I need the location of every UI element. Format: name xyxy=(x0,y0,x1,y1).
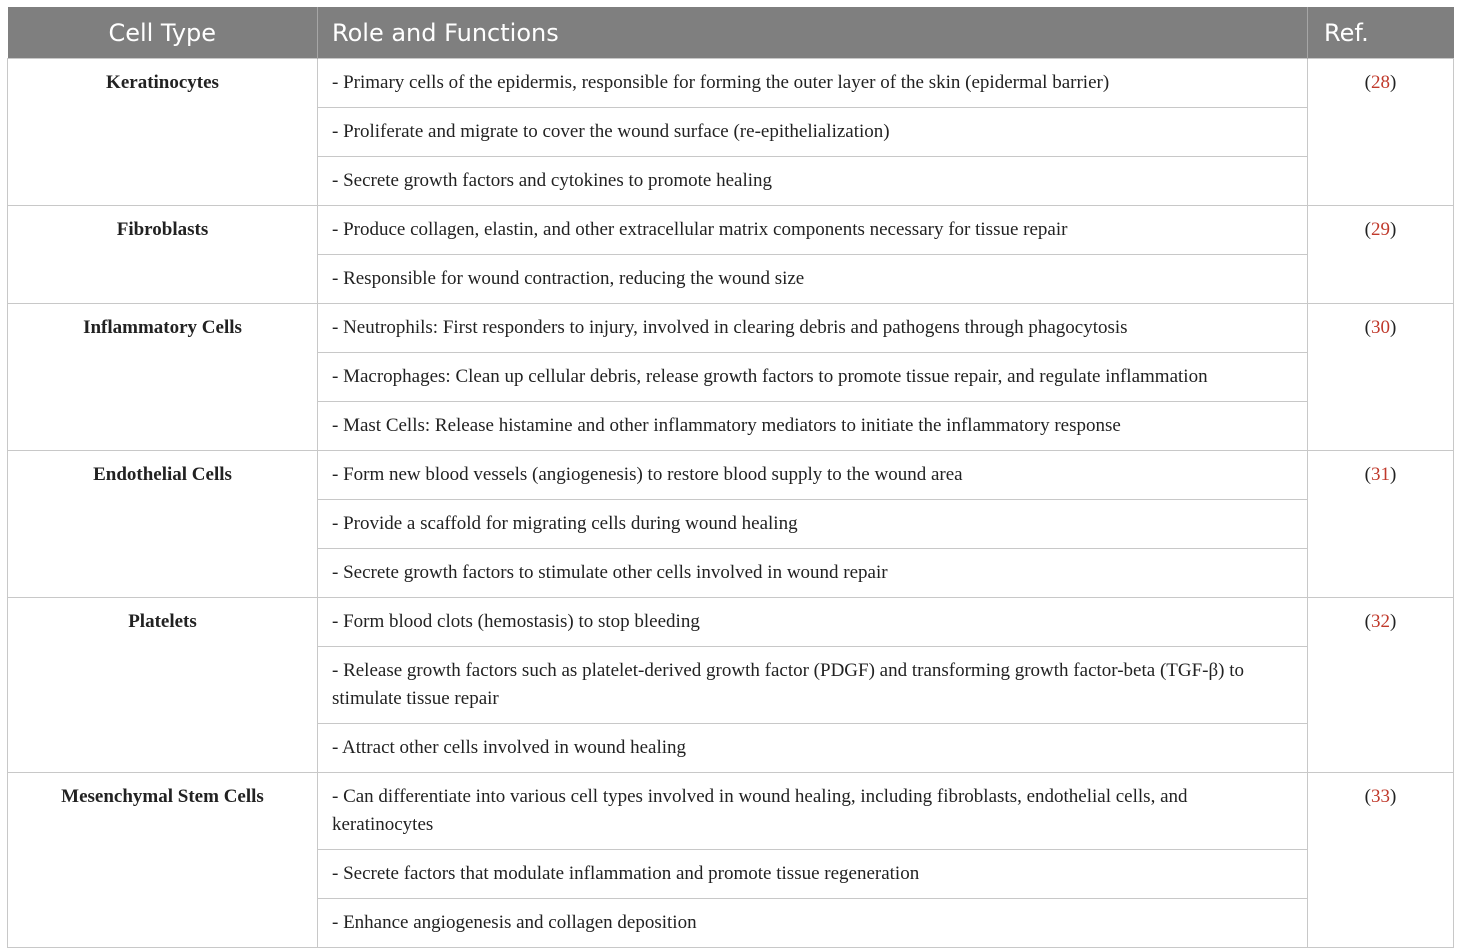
cell-type-name: Keratinocytes xyxy=(8,59,318,206)
table-row xyxy=(8,598,1454,647)
table-row xyxy=(8,451,1454,500)
function-description: - Secrete growth factors and cytokines to promote healing xyxy=(318,157,1308,206)
table-row xyxy=(8,773,1454,850)
reference-cell xyxy=(1308,304,1454,451)
function-description: - Proliferate and migrate to cover the wound surface (re-epithelialization) xyxy=(318,108,1308,157)
ref-open-paren: ( xyxy=(1364,317,1371,338)
function-description: - Macrophages: Clean up cellular debris, release growth factors to promote tissue repair, and regulate inflammation xyxy=(318,353,1308,402)
cell-type-name: Platelets xyxy=(8,598,318,773)
cell-type-name: Fibroblasts xyxy=(8,206,318,304)
table-body xyxy=(8,59,1454,948)
table-row xyxy=(8,304,1454,353)
reference-link[interactable]: 33 xyxy=(1371,786,1390,807)
function-description: - Provide a scaffold for migrating cells during wound healing xyxy=(318,500,1308,549)
ref-close-paren: ) xyxy=(1390,786,1397,807)
function-description: - Secrete growth factors to stimulate other cells involved in wound repair xyxy=(318,549,1308,598)
reference-cell xyxy=(1308,206,1454,304)
reference-link[interactable]: 28 xyxy=(1371,72,1390,93)
reference-cell xyxy=(1308,773,1454,948)
ref-open-paren: ( xyxy=(1364,611,1371,632)
reference-cell xyxy=(1308,451,1454,598)
reference-link[interactable]: 30 xyxy=(1371,317,1390,338)
table-row xyxy=(8,59,1454,108)
reference-cell xyxy=(1308,59,1454,206)
cell-type-name: Endothelial Cells xyxy=(8,451,318,598)
cell-types-table xyxy=(7,7,1454,948)
ref-close-paren: ) xyxy=(1390,464,1397,485)
header-ref: Ref. xyxy=(1308,7,1454,59)
reference-link[interactable]: 32 xyxy=(1371,611,1390,632)
function-description: - Attract other cells involved in wound healing xyxy=(318,724,1308,773)
function-description: - Can differentiate into various cell types involved in wound healing, including fibroblasts, endothelial cells, and keratinocytes xyxy=(318,773,1308,850)
ref-close-paren: ) xyxy=(1390,317,1397,338)
function-description: - Responsible for wound contraction, reducing the wound size xyxy=(318,255,1308,304)
ref-open-paren: ( xyxy=(1364,464,1371,485)
ref-close-paren: ) xyxy=(1390,219,1397,240)
ref-open-paren: ( xyxy=(1364,219,1371,240)
ref-open-paren: ( xyxy=(1364,72,1371,93)
function-description: - Release growth factors such as platelet-derived growth factor (PDGF) and transforming growth factor-beta (TGF-β) to stimulate tissue repair xyxy=(318,647,1308,724)
cell-type-name: Inflammatory Cells xyxy=(8,304,318,451)
ref-close-paren: ) xyxy=(1390,72,1397,93)
reference-link[interactable]: 31 xyxy=(1371,464,1390,485)
function-description: - Secrete factors that modulate inflammation and promote tissue regeneration xyxy=(318,850,1308,899)
table-container xyxy=(7,7,1453,948)
reference-link[interactable]: 29 xyxy=(1371,219,1390,240)
header-row xyxy=(8,7,1454,59)
function-description: - Enhance angiogenesis and collagen deposition xyxy=(318,899,1308,948)
function-description: - Form blood clots (hemostasis) to stop bleeding xyxy=(318,598,1308,647)
header-cell-type: Cell Type xyxy=(8,7,318,59)
function-description: - Produce collagen, elastin, and other extracellular matrix components necessary for tissue repair xyxy=(318,206,1308,255)
table-row xyxy=(8,206,1454,255)
header-role-functions: Role and Functions xyxy=(318,7,1308,59)
function-description: - Neutrophils: First responders to injury, involved in clearing debris and pathogens through phagocytosis xyxy=(318,304,1308,353)
ref-open-paren: ( xyxy=(1364,786,1371,807)
cell-type-name: Mesenchymal Stem Cells xyxy=(8,773,318,948)
function-description: - Primary cells of the epidermis, responsible for forming the outer layer of the skin (epidermal barrier) xyxy=(318,59,1308,108)
reference-cell xyxy=(1308,598,1454,773)
function-description: - Mast Cells: Release histamine and other inflammatory mediators to initiate the inflammatory response xyxy=(318,402,1308,451)
function-description: - Form new blood vessels (angiogenesis) to restore blood supply to the wound area xyxy=(318,451,1308,500)
ref-close-paren: ) xyxy=(1390,611,1397,632)
table-header xyxy=(8,7,1454,59)
